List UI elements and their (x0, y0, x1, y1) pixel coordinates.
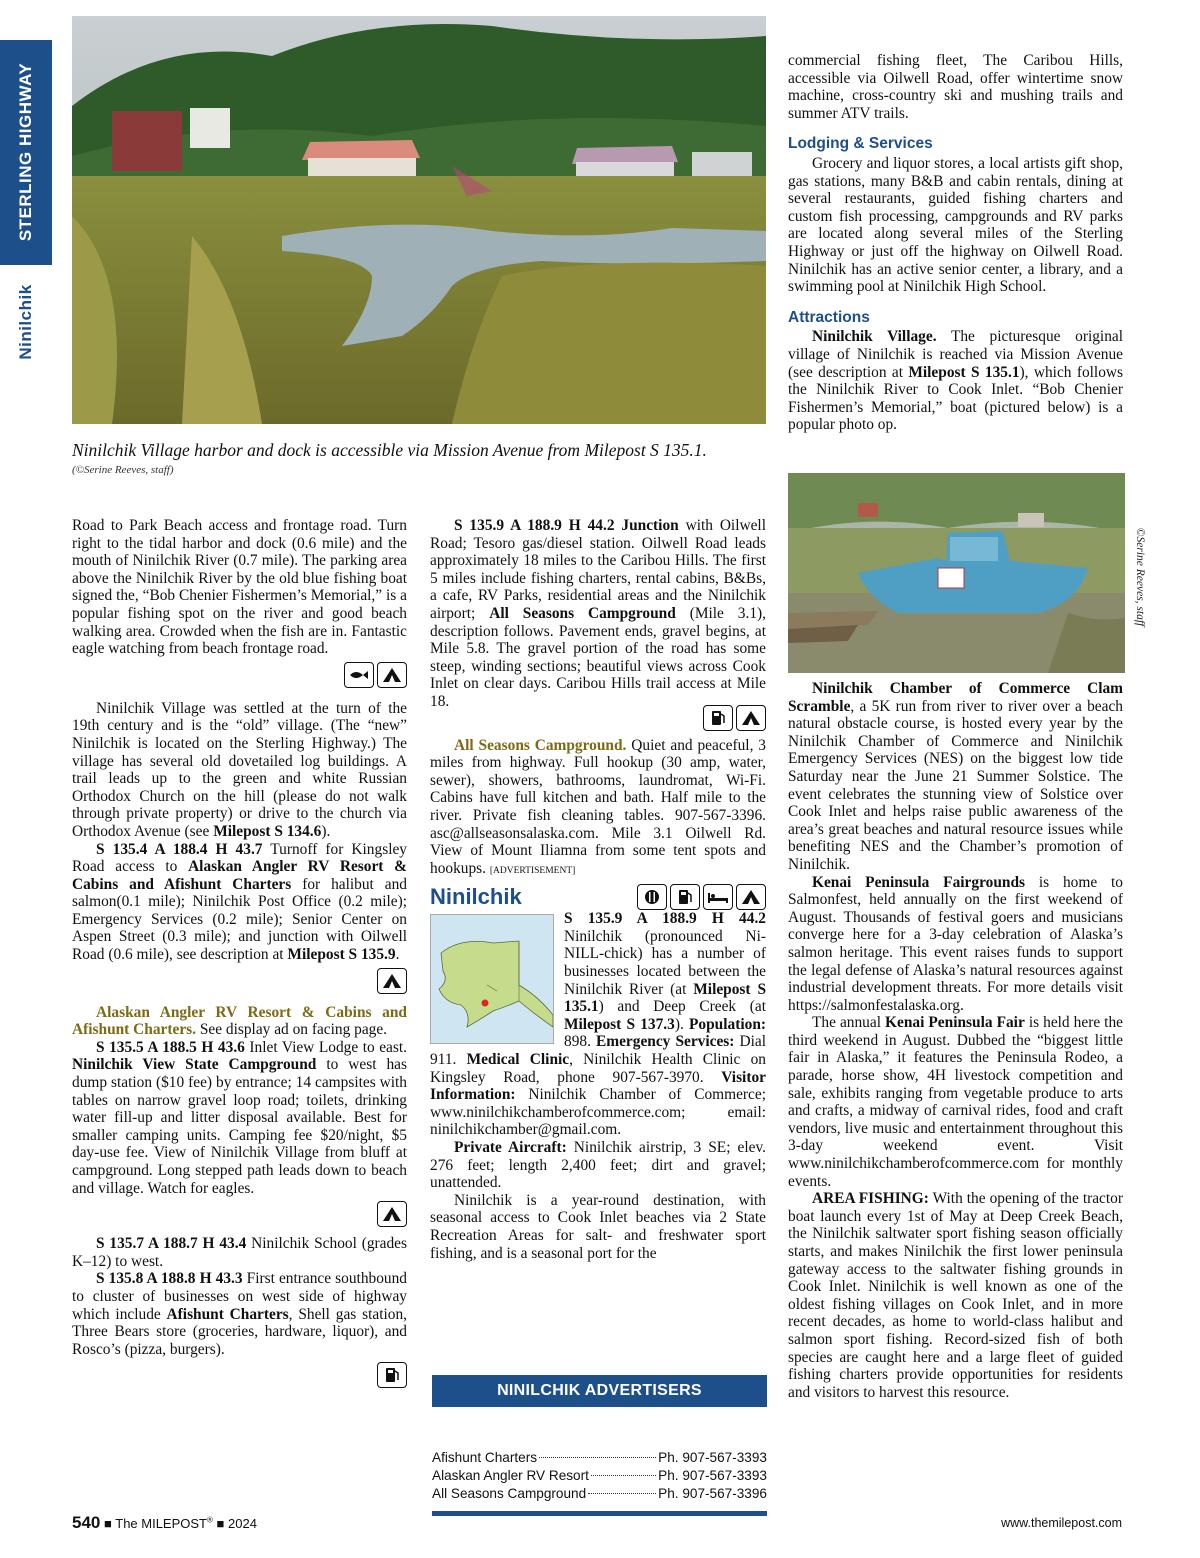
column-2 (430, 517, 766, 1262)
registered-mark: ® (207, 1515, 213, 1525)
column-3-continued (788, 680, 1123, 1401)
paragraph-text: Road to Park Beach access and frontage road. Turn right to the tidal harbor and dock (0.6 mile) and the mouth of Ninilchik River (0.7 mile). The parking area above the Ninilchik River by the old blue fishing boat signed the, “Bob Chenier Fishermen’s Memorial,” is a popular fishing spot on the river and good beach walking area. Crowded when the fish are in. Fantastic eagle watching from beach frontage road. (72, 517, 407, 658)
campground-icon (736, 705, 766, 731)
dining-icon (637, 884, 667, 910)
footer-separator: ■ (104, 1516, 112, 1531)
fishing-icon (344, 662, 374, 688)
paragraph (430, 517, 766, 711)
paragraph-text: Dial 911. (430, 1033, 766, 1069)
advertisement-tag: [ADVERTISEMENT] (489, 865, 576, 876)
paragraph-text: to west has dump station ($10 fee) by entrance; 14 campsites with tables on narrow gravel loop road; toilets, drinking water fill-up and litter disposal available. Best for smaller camping units. Camping fee $20/night, $5 day-use fee. View of Ninilchik Village from bluff at campground. Long stepped path leads down to beach and village. Watch for eagles. (72, 1056, 407, 1197)
info-label: Population: (689, 1015, 766, 1033)
milepost-ref: Milepost S 135.9 (287, 946, 396, 964)
event-name: Kenai Peninsula Fairgrounds (812, 873, 1025, 891)
campground-icon (377, 662, 407, 688)
paragraph (430, 1192, 766, 1262)
paragraph-text: is held here the third weekend in August. Dubbed the “biggest little fair in Alaska,” it features the Peninsula Rodeo, a parade, horse show, 4H livestock competition and sale, exhibits ranging from vegetable produce to arts and crafts, a midway of carnival rides, food and craft vendors, live music and entertainment throughout this 3-day weekend event. Visit www.ninilchikchamberofcommerce.com for monthly events. (788, 1014, 1123, 1190)
paragraph-text: (Mile 3.1), description follows. Pavement ends, gravel begins, at Mile 5.8. The gravel portion of the road has some steep, winding sections; beautiful views across Cook Inlet on clear days. Caribou Hills trail access at Mile 18. (430, 604, 766, 710)
paragraph-text: . (395, 946, 400, 964)
section-heading: Attractions (788, 308, 870, 326)
publication-name: The MILEPOST (115, 1516, 207, 1531)
paragraph-text: with Oilwell Road; Tesoro gas/diesel station. Oilwell Road leads approximately 18 miles to the Caribou Hills. The first 5 miles include fishing charters, rental cabins, B&Bs, a cafe, RV Parks, residential areas and the Ninilchik airport; (430, 517, 766, 622)
icon-row (430, 705, 766, 731)
attraction-name: Ninilchik Village. (812, 328, 937, 346)
advertiser-phone: Ph. 907-567-3393 (658, 1450, 767, 1465)
paragraph-text: Ninilchik Chamber of Commerce; www.ninilchikchamberofcommerce.com; email: ninilchikchamber@gmail.com. (430, 1086, 766, 1139)
paragraph (788, 328, 1123, 434)
list-item (432, 1449, 767, 1467)
icon-row (72, 1201, 407, 1227)
advertiser-name: Alaskan Angler RV Resort & Cabins and Afishunt Charters. (72, 1003, 407, 1039)
paragraph-text: The picturesque original village of Ninilchik is reached via Mission Avenue (see description at (788, 328, 1123, 381)
paragraph-text: Ninilchik School (grades K–12) to west. (72, 1235, 407, 1270)
paragraph (430, 1139, 766, 1192)
paragraph (72, 1235, 407, 1270)
paragraph (788, 1014, 1123, 1190)
icon-row (72, 1362, 407, 1388)
paragraph (72, 517, 407, 658)
footer-separator: ■ (216, 1516, 225, 1531)
leader-dots (539, 1457, 656, 1458)
section-heading: Lodging & Services (788, 135, 933, 153)
alaska-locator-map (430, 914, 554, 1044)
event-name: Ninilchik Chamber of Commerce Clam Scramble (788, 680, 1123, 715)
advertisers-title: NINILCHIK ADVERTISERS (432, 1375, 767, 1407)
paragraph-text: is home to Salmonfest, held annually on the first weekend of August. Thousands of festival goers and musicians converge here for a 3-day celebration of Alaska’s salmon heritage. This event raises funds to support the legal defense of Alaska’s natural resources against industrial development threats. For more details visit https://salmonfestalaska.org. (788, 873, 1123, 1014)
paragraph-text: Grocery and liquor stores, a local artists gift shop, gas stations, many B&B and cabin rentals, dining at several restaurants, guided fishing charters and custom fish processing, campgrounds and RV parks are located along several miles of the Sterling Highway or just off the highway on Oilwell Road. Ninilchik has an active senior center, a library, and a swimming pool at Ninilchik High School. (788, 154, 1123, 296)
harbor-photo (72, 16, 766, 424)
ninilchik-section (430, 884, 766, 1139)
lodging-icon (703, 884, 733, 910)
paragraph-text: Ninilchik (pronounced Ni-NILL-chick) has a number of businesses located between the Ninilchik River (at (564, 927, 766, 998)
business-name: All Seasons Campground (489, 604, 676, 622)
harbor-photo-caption: Ninilchik Village harbor and dock is accessible via Mission Avenue from Milepost S 135.1. (72, 440, 707, 460)
paragraph-text: With the opening of the tractor boat launch every 1st of May at Deep Creek Beach, the Ninilchik saltwater sport fishing season officially starts, and makes Ninilchik the first lower peninsula gateway access to the saltwater fishing grounds in Cook Inlet. Ninilchik is well known as one of the oldest fishing villages on Cook Inlet, and in more recent decades, as home to world-class halibut and salmon sport fishing. Record-sized fish of both species are caught here and a large fleet of guided fishing charters provide opportunities for residents and visitors to harvest this resource. (788, 1190, 1123, 1401)
paragraph-text: Turnoff for Kingsley Road access to (72, 840, 407, 876)
milepost-ref: Milepost S 135.1 (908, 363, 1020, 381)
paragraph (788, 52, 1123, 122)
column-3 (788, 52, 1123, 434)
paragraph-text: Quiet and peaceful, 3 miles from highway. Full hookup (30 amp, water, sewer), showers, bathrooms, laundromat, Wi-Fi. Cabins have full kitchen and bath. Half mile to the river. Private fish cleaning tables. 907-567-3396. asc@allseasonsalaska.com. Mile 3.1 Oilwell Rd. View of Mount Iliamna from some tent spots and hookups. (430, 736, 766, 877)
icon-row (72, 968, 407, 994)
paragraph (788, 874, 1123, 1015)
boat-photo-credit-wrap (1133, 475, 1147, 680)
paragraph-text: ) and Deep Creek (at (598, 998, 766, 1016)
paragraph (788, 1190, 1123, 1401)
publication-year: 2024 (228, 1516, 257, 1531)
list-item (432, 1485, 767, 1503)
business-name: Afishunt Charters (166, 1305, 289, 1323)
advertiser-name: Alaskan Angler RV Resort (432, 1468, 589, 1483)
page-footer-left (72, 1513, 257, 1533)
harbor-photo-credit: (©Serine Reeves, staff) (72, 464, 174, 476)
paragraph-text: for halibut and salmon(0.1 mile); Ninilchik Post Office (0.2 mile); Emergency Services (0.2 mile); Senior Center on Aspen Street (0.3 mile); and junction with Oilwell Road (0.6 mile), see description at (72, 875, 407, 964)
paragraph (430, 737, 766, 881)
milepost-ref: Milepost S 137.3 (564, 1015, 675, 1033)
business-name: Alaskan Angler RV Resort & Cabins and Afishunt Charters (72, 858, 408, 893)
boat-photo-credit: ©Serine Reeves, staff (1134, 527, 1146, 627)
paragraph (72, 1039, 407, 1197)
milepost-label: S 135.5 A 188.5 H 43.6 (96, 1038, 245, 1056)
paragraph (72, 841, 407, 964)
milepost-label: S 135.9 A 188.9 H 44.2 Junction (454, 517, 679, 534)
gas-diesel-icon (703, 705, 733, 731)
paragraph (788, 155, 1123, 296)
paragraph (72, 1004, 407, 1039)
list-item (432, 1467, 767, 1485)
paragraph-text: First entrance southbound to cluster of businesses on west side of highway which include (72, 1270, 407, 1323)
paragraph-text: Inlet View Lodge to east. (244, 1038, 407, 1056)
side-tab-section: STERLING HIGHWAY (16, 62, 35, 242)
advertiser-name: All Seasons Campground (432, 1486, 587, 1501)
milepost-label: S 135.8 A 188.8 H 43.3 (96, 1270, 243, 1288)
advertisers-rule (432, 1511, 767, 1516)
paragraph-text: The annual (812, 1014, 886, 1032)
alaska-map-art (431, 915, 553, 1043)
gas-diesel-icon (670, 884, 700, 910)
milepost-label: S 135.7 A 188.7 H 43.4 (96, 1235, 247, 1253)
side-tab (0, 40, 52, 378)
milepost-label: S 135.4 A 188.4 H 43.7 (96, 840, 263, 858)
advertiser-phone: Ph. 907-567-3393 (658, 1468, 767, 1483)
paragraph (788, 680, 1123, 874)
icon-row (72, 662, 407, 688)
campground-icon (377, 1201, 407, 1227)
advertiser-name: All Seasons Campground. (454, 736, 627, 754)
milepost-label: S 135.9 A 188.9 H 44.2 (564, 910, 766, 928)
leader-dots (591, 1475, 656, 1476)
paragraph-text: Ninilchik airstrip, 3 SE; elev. 276 feet; length 2,400 feet; dirt and gravel; unattended. (430, 1139, 767, 1192)
info-label: Visitor Information: (430, 1068, 766, 1104)
paragraph-text: Ninilchik Village was settled at the turn of the 19th century and is the “old” village. (The “new” Ninilchik is located on the Sterling Highway.) The village has several old dovetailed log buildings. A trail leads up to the green and white Russian Orthodox Church on the hill (please do not walk through private property) or drive to the church via Orthodox Avenue (see (72, 699, 407, 840)
paragraph-text: Ninilchik is a year-round destination, with seasonal access to Cook Inlet beaches via 2 State Recreation Areas for salt- and freshwater sport fishing, and is a seasonal port for the (430, 1191, 766, 1262)
campground-icon (377, 968, 407, 994)
icon-row (637, 884, 766, 910)
event-name: Kenai Peninsula Fair (885, 1014, 1025, 1032)
paragraph-text: commercial fishing fleet, The Caribou Hills, accessible via Oilwell Road, offer wintertime snow machine, cross-country ski and mushing trails and summer ATV trails. (788, 52, 1123, 122)
ninilchik-header (430, 884, 766, 910)
business-name: Ninilchik View State Campground (72, 1056, 317, 1074)
leader-dots (588, 1493, 656, 1494)
paragraph-text: See display ad on facing page. (195, 1021, 388, 1039)
harbor-photo-art (72, 16, 766, 424)
advertisers-box (432, 1375, 767, 1516)
paragraph-text: ), which follows the Ninilchik River to Cook Inlet. “Bob Chenier Fishermen’s Memorial,” boat (pictured below) is a popular photo op. (788, 363, 1123, 434)
info-label: Medical Clinic (466, 1051, 570, 1069)
paragraph-text: , a 5K run from river to river over a beach natural obstacle course, is hosted every year by the Ninilchik Chamber of Commerce and Ninilchik Emergency Services (NES) on the biggest low tide Saturday near the June 21 Summer Solstice. The event celebrates the stunning view of Solstice over Cook Inlet and helps raise public awareness of the area’s great beaches and natural resource issues while benefiting NES and the Chamber’s promotion of Ninilchik. (788, 697, 1123, 873)
paragraph-text: ). (674, 1015, 690, 1033)
info-label: AREA FISHING: (812, 1190, 929, 1208)
milepost-ref: Milepost S 135.1 (564, 980, 766, 1016)
advertiser-phone: Ph. 907-567-3396 (658, 1486, 767, 1501)
memorial-boat-photo-art (788, 473, 1125, 673)
info-label: Emergency Services: (596, 1033, 735, 1051)
section-heading: Ninilchik (430, 884, 522, 910)
column-1 (72, 517, 407, 1394)
paragraph (72, 700, 407, 841)
website-link[interactable]: www.themilepost.com (1001, 1516, 1122, 1530)
advertiser-name: Afishunt Charters (432, 1450, 538, 1465)
advertisers-list (432, 1449, 767, 1503)
campground-icon (736, 884, 766, 910)
memorial-boat-photo (788, 473, 1125, 673)
paragraph (72, 1270, 407, 1358)
paragraph-text: , Ninilchik Health Clinic on Kingsley Road, phone 907-567-3970. (430, 1051, 766, 1086)
paragraph-text: , Shell gas station, Three Bears store (groceries, hardware, liquor), and Rosco’s (pizza, burgers). (72, 1305, 407, 1358)
side-tab-place: Ninilchik (16, 284, 35, 360)
gas-diesel-icon (377, 1362, 407, 1388)
page-number: 540 (72, 1513, 101, 1532)
info-label: Private Aircraft: (454, 1139, 567, 1156)
paragraph-text: ). (321, 822, 331, 840)
milepost-ref: Milepost S 134.6 (213, 822, 322, 840)
paragraph-text: 898. (564, 1033, 597, 1051)
